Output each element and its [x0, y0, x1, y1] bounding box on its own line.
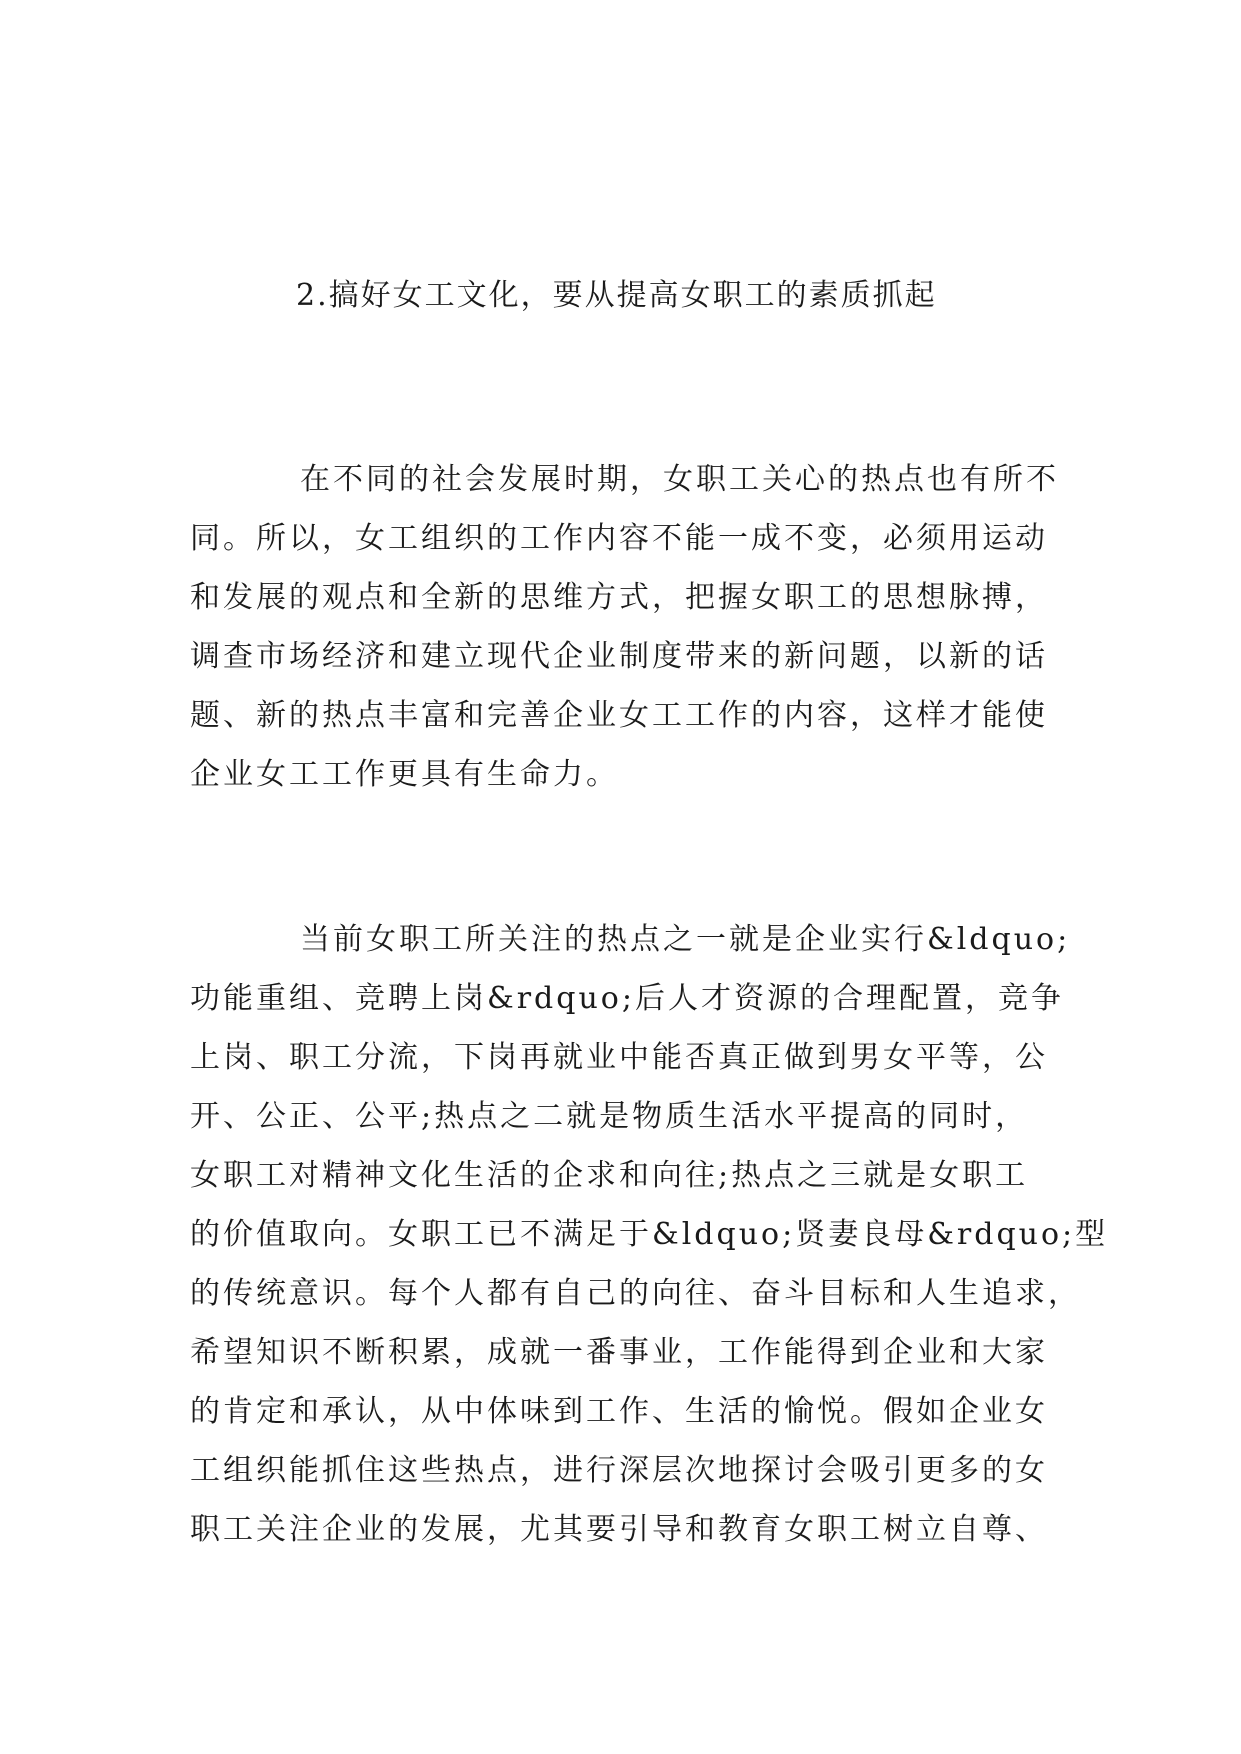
paragraph-line: 和发展的观点和全新的思维方式，把握女职工的思想脉搏， — [190, 580, 1048, 615]
paragraph-1 — [190, 450, 1070, 804]
paragraph-line: 题、新的热点丰富和完善企业女工工作的内容，这样才能使 — [190, 698, 1048, 733]
paragraph-line: 在不同的社会发展时期，女职工关心的热点也有所不 — [300, 462, 1059, 497]
paragraph-line: 的肯定和承认，从中体味到工作、生活的愉悦。假如企业女 — [190, 1394, 1048, 1429]
paragraph-line: 功能重组、竞聘上岗&rdquo;后人才资源的合理配置，竞争 — [190, 981, 1064, 1016]
paragraph-line: 当前女职工所关注的热点之一就是企业实行&ldquo; — [300, 922, 1071, 957]
paragraph-line: 的传统意识。每个人都有自己的向往、奋斗目标和人生追求， — [190, 1276, 1081, 1311]
paragraph-line: 的价值取向。女职工已不满足于&ldquo;贤妻良母&rdquo;型 — [190, 1217, 1109, 1252]
section-heading: 2.搞好女工文化，要从提高女职工的素质抓起 — [296, 278, 937, 313]
paragraph-line: 企业女工工作更具有生命力。 — [190, 757, 619, 792]
paragraph-line: 职工关注企业的发展，尤其要引导和教育女职工树立自尊、 — [190, 1512, 1048, 1547]
paragraph-line: 希望知识不断积累，成就一番事业，工作能得到企业和大家 — [190, 1335, 1048, 1370]
paragraph-line: 上岗、职工分流，下岗再就业中能否真正做到男女平等，公 — [190, 1040, 1048, 1075]
paragraph-line: 女职工对精神文化生活的企求和向往;热点之三就是女职工 — [190, 1158, 1029, 1193]
paragraph-line: 开、公正、公平;热点之二就是物质生活水平提高的同时， — [190, 1099, 1029, 1134]
paragraph-line: 调查市场经济和建立现代企业制度带来的新问题，以新的话 — [190, 639, 1048, 674]
paragraph-line: 工组织能抓住这些热点，进行深层次地探讨会吸引更多的女 — [190, 1453, 1048, 1488]
paragraph-2 — [190, 910, 1109, 1559]
paragraph-line: 同。所以，女工组织的工作内容不能一成不变，必须用运动 — [190, 521, 1048, 556]
